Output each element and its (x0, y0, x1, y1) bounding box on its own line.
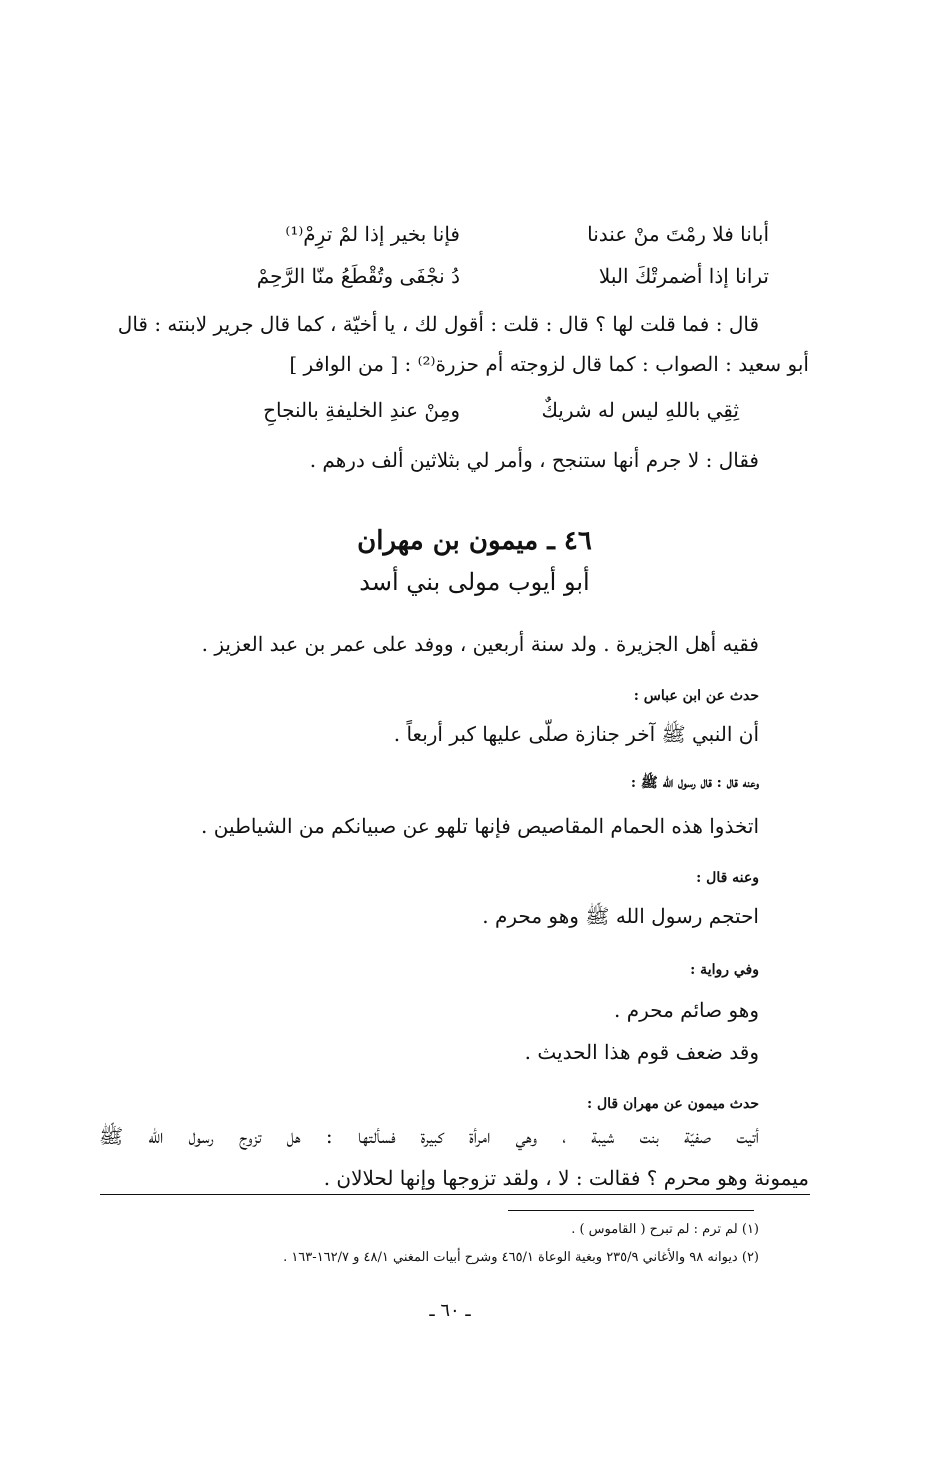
verse-1-left-hemistich: فإنا بخير إذا لمْ ترِمْ⁽¹⁾ (285, 222, 460, 246)
footnote-1: (١) لم ترم : لم تبرح ( القاموس ) . (571, 1222, 759, 1237)
footnote-2: (٢) ديوانه ٩٨ والأغاني ٢٣٥/٩ وبغية الوعاة ٤٦٥/١ وشرح أبيات المغني ٤٨/١ و ١٦٢/٧-١٦٣ . (283, 1250, 759, 1265)
hadith-3-isnad: وعنه قال : (696, 870, 759, 886)
hadith-2-matn: اتخذوا هذه الحمام المقاصيص فإنها تلهو عن صبيانكم من الشياطين . (201, 814, 759, 838)
hadith-4-isnad: وفي رواية : (690, 962, 759, 978)
verse-1-right-hemistich: أبانا فلا رمْتَ منْ عندنا (587, 222, 769, 246)
section-intro: فقيه أهل الجزيرة . ولد سنة أربعين ، ووفد على عمر بن عبد العزيز . (201, 632, 759, 656)
prose-line-2: أبو سعيد : الصواب : كما قال لزوجته أم حزرة⁽²⁾ : [ من الوافر ] (289, 352, 809, 376)
hadith-5-matn-1: أتيت صفيّة بنت شيبة ، وهي امرأة كبيرة فسألتها : هل تزوج رسول الله ﷺ (99, 1124, 759, 1148)
page-number: ـ ٦٠ ـ (429, 1300, 471, 1321)
hadith-4-matn-2: وقد ضعف قوم هذا الحديث . (524, 1040, 759, 1064)
section-subtitle: أبو أيوب مولى بني أسد (359, 568, 590, 596)
footnote-separator (508, 1210, 754, 1211)
prose-line-3: فقال : لا جرم أنها ستنجح ، وأمر لي بثلاثين ألف درهم . (309, 448, 759, 472)
hadith-4-matn-1: وهو صائم محرم . (614, 998, 759, 1022)
verse-2-left-hemistich: دُ نجْفَى وتُقْطَعُ منّا الرَّحِمْ (256, 264, 460, 288)
hadith-1-isnad: حدث عن ابن عباس : (633, 688, 759, 704)
hadith-5-matn-2: ميمونة وهو محرم ؟ فقالت : لا ، ولقد تزوجها وإنها لحلالان . (323, 1166, 809, 1190)
section-title: ٤٦ ـ ميمون بن مهران (357, 526, 592, 556)
hadith-5-isnad: حدث ميمون عن مهران قال : (586, 1096, 759, 1112)
verse-2-right-hemistich: ترانا إذا أضمرتْكَ البلا (598, 264, 769, 288)
hadith-3-matn: احتجم رسول الله ﷺ وهو محرم . (482, 904, 759, 928)
verse-3-right-hemistich: ثِقِي باللهِ ليس له شريكٌ (541, 398, 739, 422)
verse-3-left-hemistich: ومِنْ عندِ الخليفةِ بالنجاحِ (263, 398, 460, 422)
hadith-2-isnad: وعنه قال : قال رسول الله ﷺ : (630, 775, 759, 791)
hadith-1-matn: أن النبي ﷺ آخر جنازة صلّى عليها كبر أربعاً . (393, 722, 759, 746)
text-underline (100, 1194, 810, 1195)
prose-line-1: قال : فما قلت لها ؟ قال : قلت : أقول لك ، يا أخيّة ، كما قال جرير لابنته : قال (117, 312, 759, 336)
